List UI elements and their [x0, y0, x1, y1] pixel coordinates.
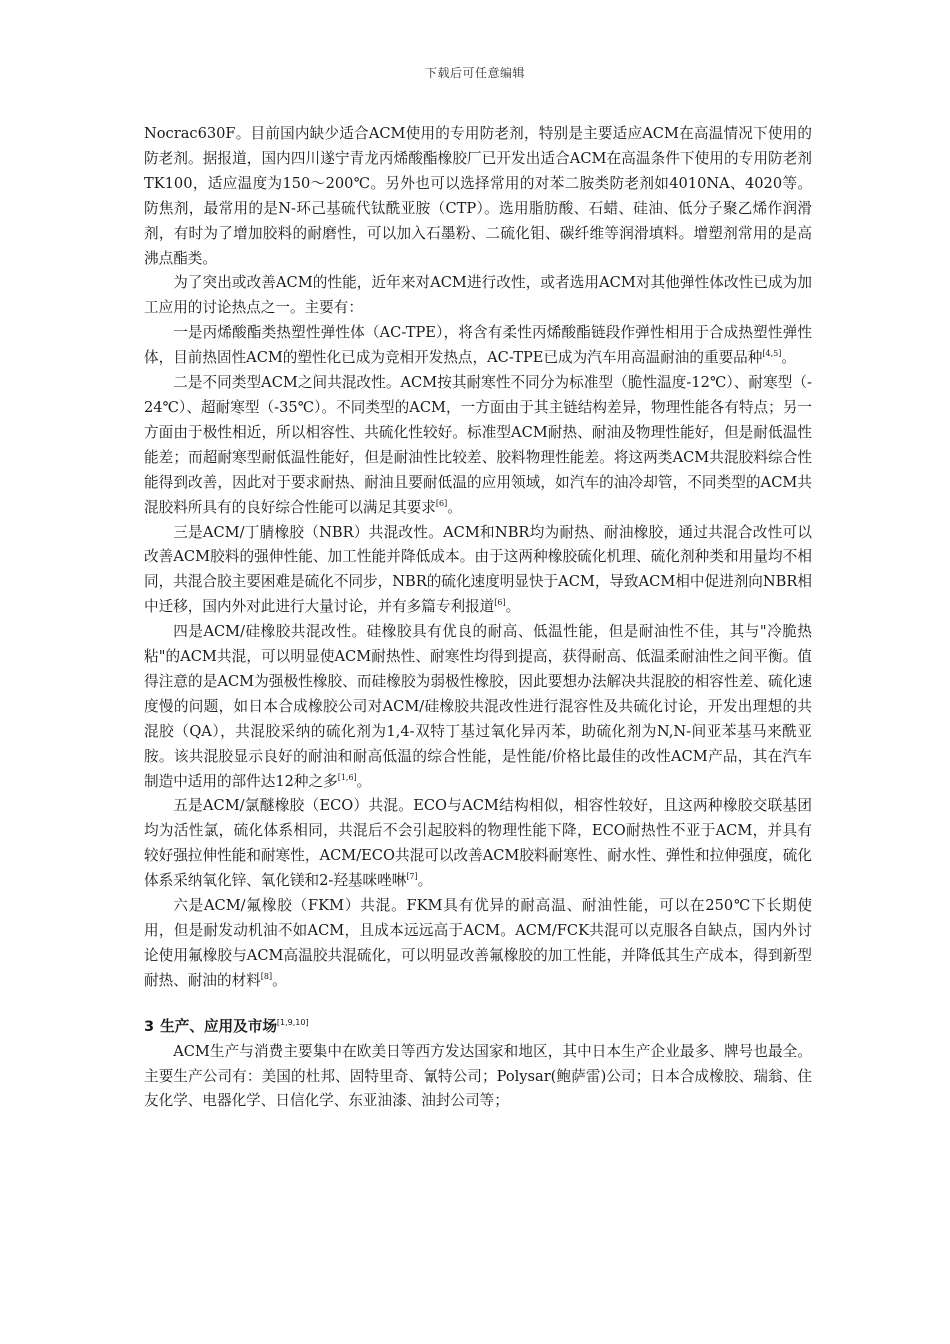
paragraph-acm-silicone: 四是ACM/硅橡胶共混改性。硅橡胶具有优良的耐高、低温性能，但是耐油性不佳，其与"冷脆热粘"的ACM共混，可以明显使ACM耐热性、耐寒性均得到提高，获得耐高、低温柔耐油性之间平衡。值得注意的是ACM为强极性橡胶、而硅橡胶为弱极性橡胶，因此要想办法解决共混胶的相容性差、硫化速度慢的问题，如日本合成橡胶公司对ACM/硅橡胶共混改性进行混容性及共硫化讨论，开发出理想的共混胶（QA），共混胶采纳的硫化剂为1,4-双特丁基过氧化异丙苯，助硫化剂为N,N-间亚苯基马来酰亚胺。该共混胶显示良好的耐油和耐高低温的综合性能，是性能/价格比最佳的改性ACM产品，其在汽车制造中适用的部件达12种之多[1,6]。 — [144, 623, 812, 790]
citation: [8] — [260, 971, 273, 981]
citation: [6] — [494, 598, 506, 608]
paragraph-modification-intro: 为了突出或改善ACM的性能，近年来对ACM进行改性，或者选用ACM对其他弹性体改性已成为加工应用的讨论热点之一。主要有： — [144, 274, 812, 317]
citation: [4,5] — [762, 349, 782, 359]
paragraph-ac-tpe: 一是丙烯酸酯类热塑性弹性体（AC-TPE），将含有柔性丙烯酸酯链段作弹性相用于合成热塑性弹性体，目前热固性ACM的塑性化已成为竞相开发热点，AC-TPE已成为汽车用高温耐油的重要品种[4,5]。 — [144, 324, 812, 367]
section-title: 生产、应用及市场 — [160, 1017, 277, 1035]
paragraph-acm-nbr: 三是ACM/丁腈橡胶（NBR）共混改性。ACM和NBR均为耐热、耐油橡胶，通过共混合改性可以改善ACM胶料的强伸性能、加工性能并降低成本。由于这两种橡胶硫化机理、硫化剂种类和用量均不相同，共混合胶主要困难是硫化不同步，NBR的硫化速度明显快于ACM，导致ACM相中促进剂向NBR相中迁移，国内外对此进行大量讨论，并有多篇专利报道[6]。 — [144, 523, 812, 616]
document-body — [144, 122, 812, 1114]
paragraph-acm-blend: 二是不同类型ACM之间共混改性。ACM按其耐寒性不同分为标准型（脆性温度-12℃）、耐寒型（-24℃）、超耐寒型（-35℃）。不同类型的ACM，一方面由于其主链结构差异，物理性能各有特点；另一方面由于极性相近，所以相容性、共硫化性较好。标准型ACM耐热、耐油及物理性能好，但是耐低温性能差；而超耐寒型耐低温性能好，但是耐油性比较差、胶料物理性能差。将这两类ACM共混胶料综合性能得到改善，因此对于要求耐热、耐油且要耐低温的应用领域，如汽车的油冷却管，不同类型的ACM共混胶料所具有的良好综合性能可以满足其要求[6]。 — [144, 374, 812, 516]
citation: [6] — [435, 498, 448, 508]
page-header: 下载后可任意编辑 — [424, 66, 525, 80]
section-number: 3 — [144, 1017, 155, 1035]
paragraph-antioxidants: Nocrac630F。目前国内缺少适合ACM使用的专用防老剂，特别是主要适应ACM在高温情况下使用的防老剂。据报道，国内四川遂宁青龙丙烯酸酯橡胶厂已开发出适合ACM在高温条件下使用的专用防老剂TK100，适应温度为150～200℃。另外也可以选择常用的对苯二胺类防老剂如4010NA、4020等。防焦剂，最常用的是N-环己基硫代钛酰亚胺（CTP）。选用脂肪酸、石蜡、硅油、低分子聚乙烯作润滑剂，有时为了增加胶料的耐磨性，可以加入石墨粉、二硫化钼、碳纤维等润滑填料。增塑剂常用的是高沸点酯类。 — [144, 125, 812, 267]
citation: [7] — [406, 872, 418, 882]
citation: [1,9,10] — [276, 1017, 309, 1027]
paragraph-acm-eco: 五是ACM/氯醚橡胶（ECO）共混。ECO与ACM结构相似，相容性较好，且这两种橡胶交联基团均为活性氯，硫化体系相同，共混后不会引起胶料的物理性能下降，ECO耐热性不亚于ACM，并具有较好强拉伸性能和耐寒性，ACM/ECO共混可以改善ACM胶料耐寒性、耐水性、弹性和拉伸强度，硫化体系采纳氧化锌、氧化镁和2-羟基咪唑啉[7]。 — [144, 797, 812, 890]
paragraph-production: ACM生产与消费主要集中在欧美日等西方发达国家和地区，其中日本生产企业最多、牌号也最全。主要生产公司有：美国的杜邦、固特里奇、氰特公司；Polysar(鲍萨雷)公司；日本合成橡胶、瑞翁、住友化学、电器化学、日信化学、东亚油漆、油封公司等； — [144, 1042, 812, 1110]
paragraph-acm-fkm: 六是ACM/氟橡胶（FKM）共混。FKM具有优异的耐高温、耐油性能，可以在250℃下长期使用，但是耐发动机油不如ACM，且成本远远高于ACM。ACM/FCK共混可以克服各自缺点，国内外讨论使用氟橡胶与ACM高温胶共混硫化，可以明显改善氟橡胶的加工性能，并降低其生产成本，得到新型耐热、耐油的材料[8]。 — [144, 897, 812, 989]
section-heading — [144, 1015, 812, 1040]
citation: [1,6] — [337, 772, 357, 782]
